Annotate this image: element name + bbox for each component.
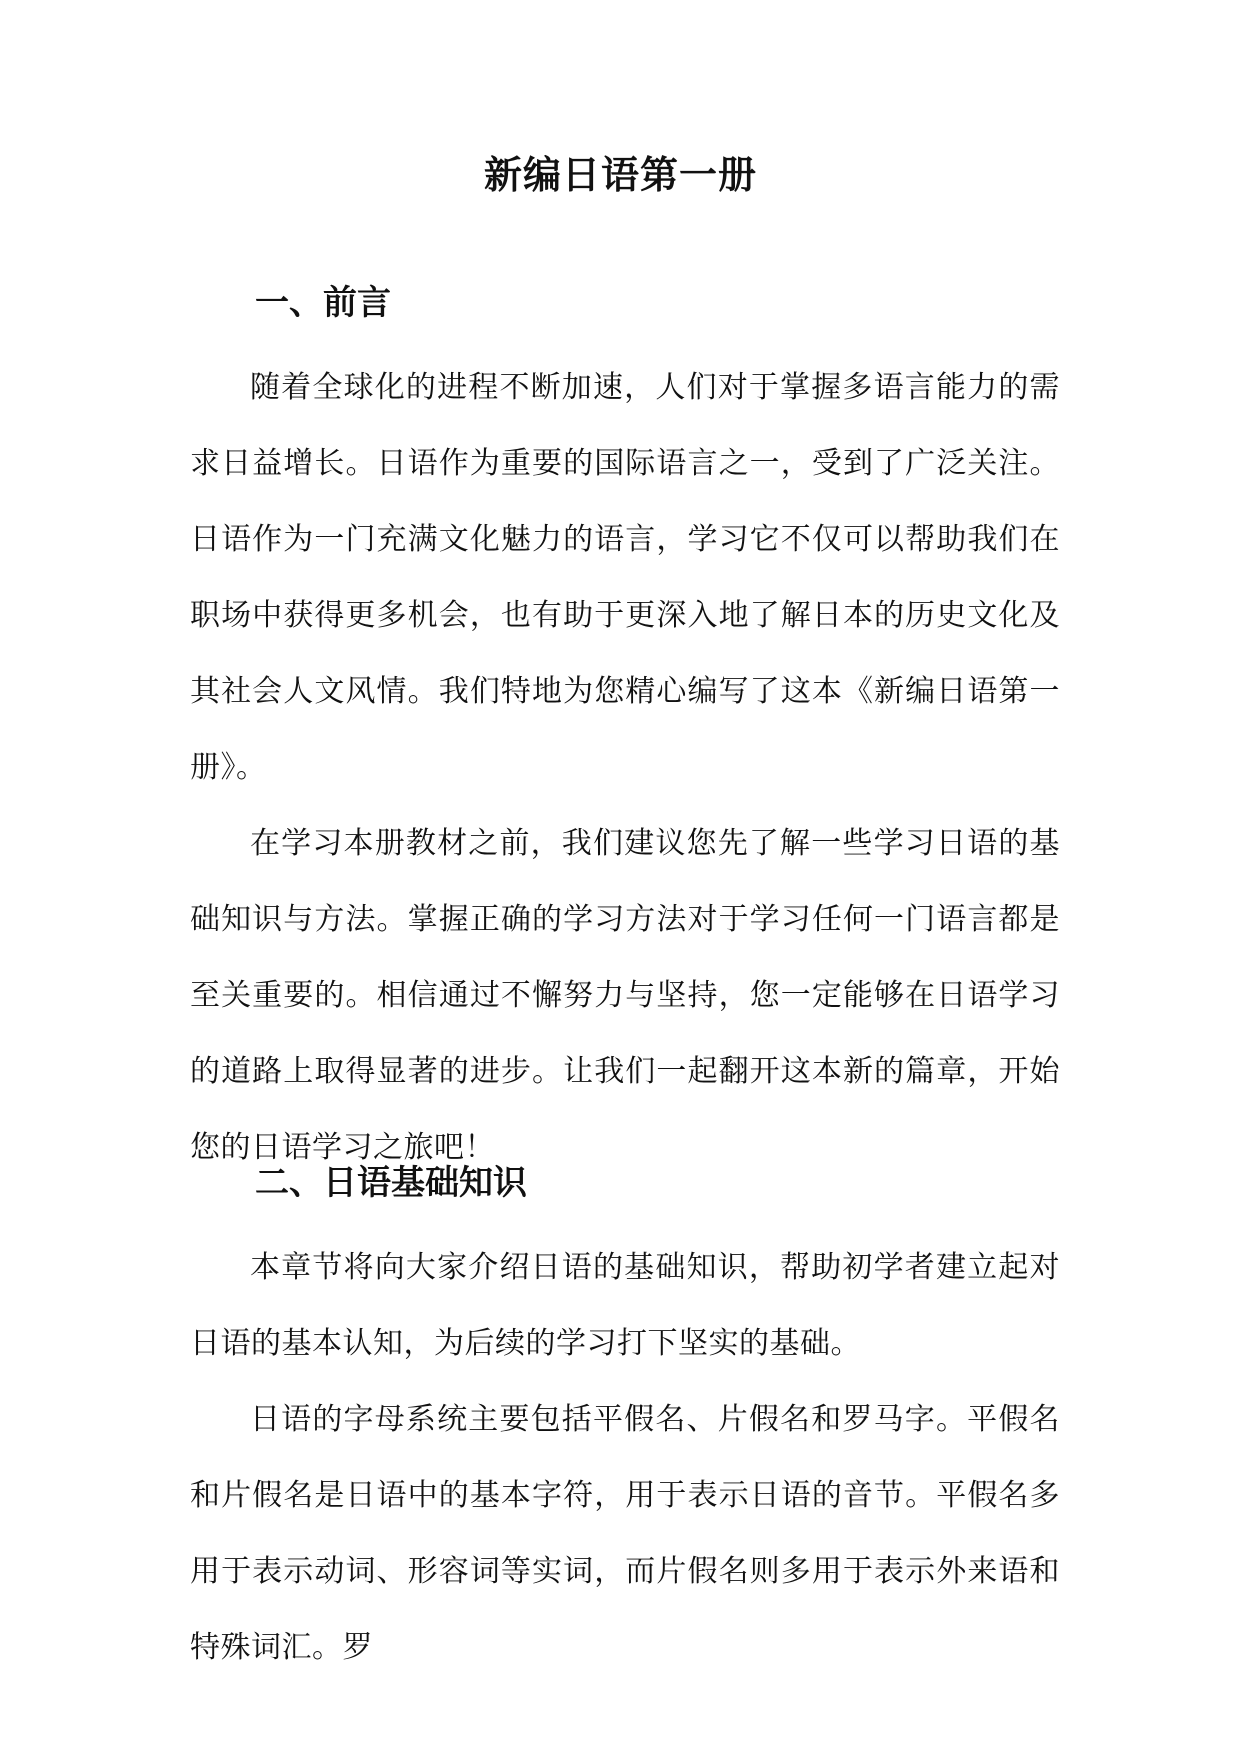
paragraph: 日语的字母系统主要包括平假名、片假名和罗马字。平假名和片假名是日语中的基本字符，用于表示日语的音节。平假名多用于表示动词、形容词等实词，而片假名则多用于表示外来语和特殊词汇。罗: [190, 1402, 1060, 1665]
document-title: 新编日语第一册: [483, 152, 757, 197]
paragraph: 本章节将向大家介绍日语的基础知识，帮助初学者建立起对日语的基本认知，为后续的学习打下坚实的基础。: [190, 1250, 1060, 1361]
section-heading: 一、前言: [255, 283, 391, 323]
paragraph: 随着全球化的进程不断加速，人们对于掌握多语言能力的需求日益增长。日语作为重要的国际语言之一，受到了广泛关注。日语作为一门充满文化魅力的语言，学习它不仅可以帮助我们在职场中获得更多机会，也有助于更深入地了解日本的历史文化及其社会人文风情。我们特地为您精心编写了这本《新编日语第一册》。: [190, 370, 1060, 785]
section-heading: 二、日语基础知识: [255, 1163, 527, 1203]
section-basics: [190, 1158, 1060, 1686]
paragraph: 在学习本册教材之前，我们建议您先了解一些学习日语的基础知识与方法。掌握正确的学习方法对于学习任何一门语言都是至关重要的。相信通过不懈努力与坚持，您一定能够在日语学习的道路上取得显著的进步。让我们一起翻开这本新的篇章，开始您的日语学习之旅吧！: [190, 826, 1060, 1165]
section-preface: [190, 278, 1060, 1186]
